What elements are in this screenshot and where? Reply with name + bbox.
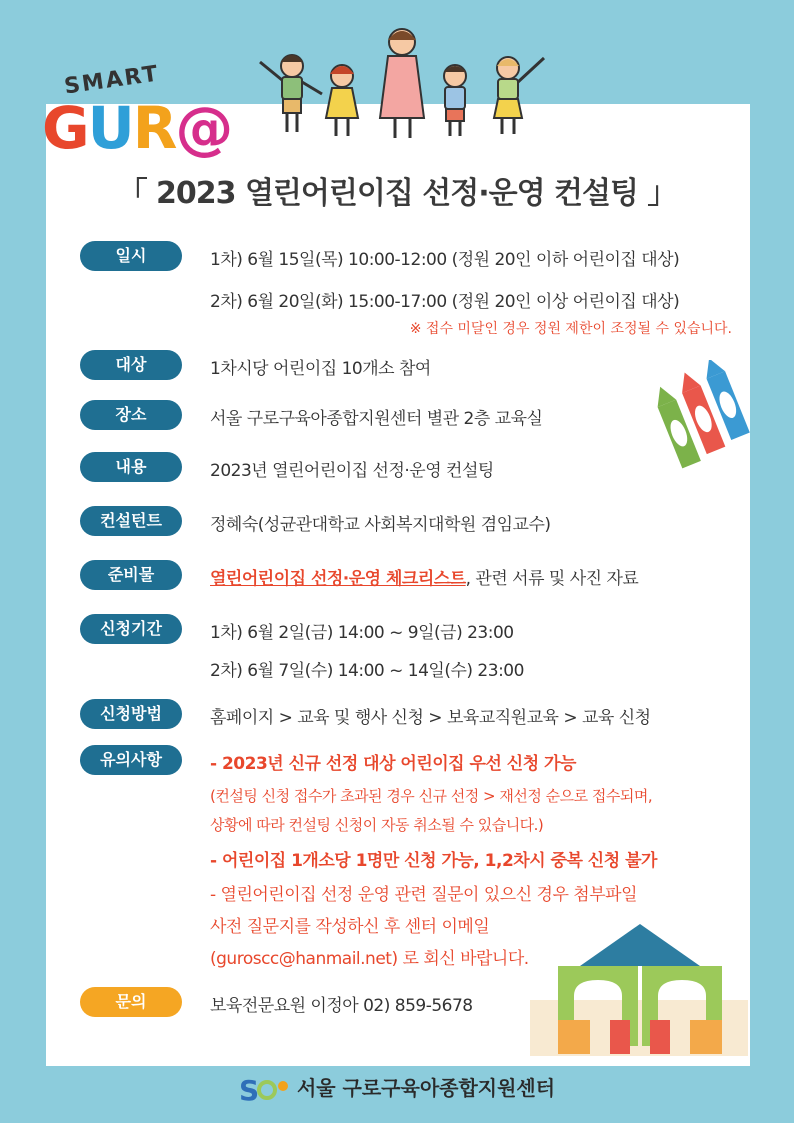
svg-text:S: S	[238, 1073, 260, 1106]
consultant-text: 정혜숙(성균관대학교 사회복지대학원 겸임교수)	[210, 515, 551, 535]
period-line-2: 2차) 6월 7일(수) 14:00 ~ 14일(수) 23:00	[210, 661, 524, 681]
contact-text: 보육전문요원 이정아 02) 859-5678	[210, 996, 473, 1016]
page-title: 「 2023 열린어린이집 선정·운영 컨설팅 」	[117, 176, 677, 211]
blocks-illustration	[530, 922, 750, 1058]
logo-smart-text: SMART	[62, 61, 162, 100]
block-orange-left	[558, 1020, 590, 1054]
materials-text	[210, 564, 638, 589]
schedule-line-1: 1차) 6월 15일(목) 10:00-12:00 (정원 20인 이하 어린이집 대상)	[210, 250, 680, 270]
notice-line-4: - 어린이집 1개소당 1명만 신청 가능, 1,2차시 중복 신청 불가	[210, 851, 657, 871]
crayons-illustration	[650, 360, 760, 470]
label-period: 신청기간	[80, 614, 182, 644]
logo-guro-text: GUR@	[42, 94, 232, 162]
org-logo-icon	[239, 1074, 291, 1106]
label-consultant: 컨설턴트	[80, 506, 182, 536]
smart-guro-logo	[36, 61, 236, 174]
content-text: 2023년 열린어린이집 선정·운영 컨설팅	[210, 461, 494, 481]
label-method: 신청방법	[80, 699, 182, 729]
schedule-line-2: 2차) 6월 20일(화) 15:00-17:00 (정원 20인 이상 어린이집 대상)	[210, 292, 680, 312]
footer-org-name: 서울 구로구육아종합지원센터	[296, 1076, 556, 1100]
materials-rest: , 관련 서류 및 사진 자료	[465, 569, 639, 589]
label-notice: 유의사항	[80, 745, 182, 775]
child-girl-right	[494, 57, 544, 134]
label-schedule: 일시	[80, 241, 182, 271]
notice-line-2: (컨설팅 신청 접수가 초과된 경우 신규 선정 > 재선정 순으로 접수되며,	[210, 787, 653, 805]
label-contact: 문의	[80, 987, 182, 1017]
block-red-left	[610, 1020, 630, 1054]
notice-line-5: - 열린어린이집 선정 운영 관련 질문이 있으신 경우 첨부파일	[210, 885, 637, 905]
schedule-note: ※ 접수 미달인 경우 정원 제한이 조정될 수 있습니다.	[409, 321, 732, 337]
footer-org	[0, 1072, 794, 1106]
method-text: 홈페이지 > 교육 및 행사 신청 > 보육교직원교육 > 교육 신청	[210, 708, 651, 728]
children-illustration	[250, 14, 550, 144]
checklist-link[interactable]: 열린어린이집 선정·운영 체크리스트	[210, 569, 466, 589]
child-boy-blue	[444, 65, 466, 136]
block-orange-right	[690, 1020, 722, 1054]
period-line-1: 1차) 6월 2일(금) 14:00 ~ 9일(금) 23:00	[210, 623, 514, 643]
label-place: 장소	[80, 400, 182, 430]
notice-line-1: - 2023년 신규 선정 대상 어린이집 우선 신청 가능	[210, 754, 576, 774]
target-text: 1차시당 어린이집 10개소 참여	[210, 359, 431, 379]
child-girl-yellow	[326, 65, 358, 136]
child-left	[260, 55, 322, 132]
notice-line-6: 사전 질문지를 작성하신 후 센터 이메일	[210, 917, 490, 937]
label-target: 대상	[80, 350, 182, 380]
label-content: 내용	[80, 452, 182, 482]
notice-line-3: 상황에 따라 컨설팅 신청이 자동 취소될 수 있습니다.)	[210, 816, 544, 834]
place-text: 서울 구로구육아종합지원센터 별관 2층 교육실	[210, 409, 543, 429]
notice-line-7: (guroscc@hanmail.net) 로 회신 바랍니다.	[210, 949, 529, 969]
block-red-right	[650, 1020, 670, 1054]
label-materials: 준비물	[80, 560, 182, 590]
teacher	[380, 29, 424, 138]
roof-block	[580, 924, 700, 966]
